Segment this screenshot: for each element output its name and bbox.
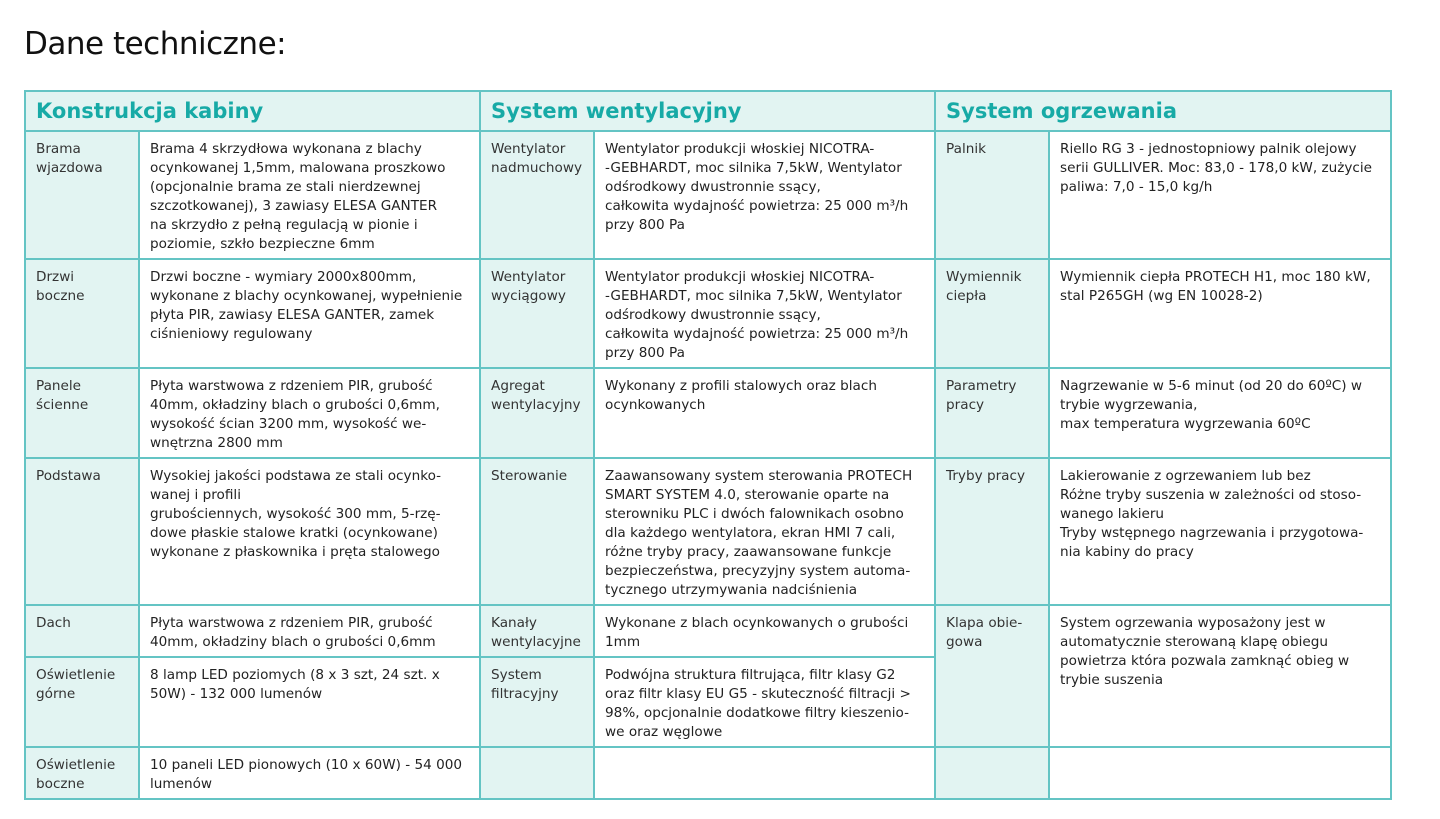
table-row (25, 605, 1391, 657)
header-row (25, 91, 1391, 131)
ventilation-value-empty (594, 747, 935, 799)
construction-label-roof: Dach (25, 605, 139, 657)
construction-label-wall-panels: Panele ścienne (25, 368, 139, 458)
ventilation-label-ducts: Kanały wentylacyjne (480, 605, 594, 657)
ventilation-label-filtration: System filtracyjny (480, 657, 594, 747)
construction-label-side-door: Drzwi boczne (25, 259, 139, 368)
heating-value-burner: Riello RG 3 - jednostopniowy palnik olejowy serii GULLIVER. Moc: 83,0 - 178,0 kW, zużycie paliwa: 7,0 - 15,0 kg/h (1049, 131, 1391, 259)
construction-label-base: Podstawa (25, 458, 139, 605)
construction-value-side-lighting: 10 paneli LED pionowych (10 x 60W) - 54 000 lumenów (139, 747, 480, 799)
construction-value-wall-panels: Płyta warstwowa z rdzeniem PIR, grubość 40mm, okładziny blach o grubości 0,6mm, wysokość ścian 3200 mm, wysokość we- wnętrzna 2800 mm (139, 368, 480, 458)
construction-label-top-lighting: Oświetlenie górne (25, 657, 139, 747)
construction-value-side-door: Drzwi boczne - wymiary 2000x800mm, wykonane z blachy ocynkowanej, wypełnienie płyta PIR, zawiasy ELESA GANTER, zamek ciśnieniowy regulowany (139, 259, 480, 368)
construction-label-side-lighting: Oświetlenie boczne (25, 747, 139, 799)
ventilation-value-control: Zaawansowany system sterowania PROTECH SMART SYSTEM 4.0, sterowanie oparte na sterowniku PLC i dwóch falownikach osobno dla każdego wentylatora, ekran HMI 7 cali, różne tryby pracy, zaawansowane funkcje bezpieczeństwa, precyzyjny system automa- tycznego utrzymywania nadciśnienia (594, 458, 935, 605)
heating-value-modes: Lakierowanie z ogrzewaniem lub bez Różne tryby suszenia w zależności od stoso- wanego lakieru Tryby wstępnego nagrzewania i przygotowa- nia kabiny do pracy (1049, 458, 1391, 605)
construction-label-gate: Brama wjazdowa (25, 131, 139, 259)
heating-label-parameters: Parametry pracy (935, 368, 1049, 458)
table-row (25, 747, 1391, 799)
heating-label-modes: Tryby pracy (935, 458, 1049, 605)
ventilation-label-exhaust-fan: Wentylator wyciągowy (480, 259, 594, 368)
ventilation-value-unit: Wykonany z profili stalowych oraz blach ocynkowanych (594, 368, 935, 458)
header-heating: System ogrzewania (935, 91, 1391, 131)
heating-value-parameters: Nagrzewanie w 5-6 minut (od 20 do 60ºC) w trybie wygrzewania, max temperatura wygrzewania 60ºC (1049, 368, 1391, 458)
construction-value-base: Wysokiej jakości podstawa ze stali ocynko- wanej i profili grubościennych, wysokość 300 mm, 5-rzę- dowe płaskie stalowe kratki (ocynkowane) wykonane z płaskownika i pręta stalowego (139, 458, 480, 605)
ventilation-value-exhaust-fan: Wentylator produkcji włoskiej NICOTRA- -GEBHARDT, moc silnika 7,5kW, Wentylator odśrodkowy dwustronnie ssący, całkowita wydajność powietrza: 25 000 m³/h przy 800 Pa (594, 259, 935, 368)
ventilation-label-control: Sterowanie (480, 458, 594, 605)
table-row (25, 458, 1391, 605)
heating-value-heat-exchanger: Wymiennik ciepła PROTECH H1, moc 180 kW, stal P265GH (wg EN 10028-2) (1049, 259, 1391, 368)
heating-value-damper: System ogrzewania wyposażony jest w automatycznie sterowaną klapę obiegu powietrza która pozwala zamknąć obieg w trybie suszenia (1049, 605, 1391, 747)
ventilation-label-unit: Agregat wentylacyjny (480, 368, 594, 458)
table-row (25, 368, 1391, 458)
ventilation-value-filtration: Podwójna struktura filtrująca, filtr klasy G2 oraz filtr klasy EU G5 - skuteczność filtracji > 98%, opcjonalnie dodatkowe filtry kieszenio- we oraz węglowe (594, 657, 935, 747)
ventilation-label-empty (480, 747, 594, 799)
heating-label-heat-exchanger: Wymiennik ciepła (935, 259, 1049, 368)
heating-label-empty (935, 747, 1049, 799)
heating-label-damper: Klapa obie- gowa (935, 605, 1049, 747)
ventilation-label-supply-fan: Wentylator nadmuchowy (480, 131, 594, 259)
table-row (25, 259, 1391, 368)
table-row (25, 131, 1391, 259)
heating-label-burner: Palnik (935, 131, 1049, 259)
heating-value-empty (1049, 747, 1391, 799)
construction-value-gate: Brama 4 skrzydłowa wykonana z blachy ocynkowanej 1,5mm, malowana proszkowo (opcjonalnie brama ze stali nierdzewnej szczotkowanej), 3 zawiasy ELESA GANTER na skrzydło z pełną regulacją w pionie i poziomie, szkło bezpieczne 6mm (139, 131, 480, 259)
construction-value-top-lighting: 8 lamp LED poziomych (8 x 3 szt, 24 szt. x 50W) - 132 000 lumenów (139, 657, 480, 747)
header-construction: Konstrukcja kabiny (25, 91, 480, 131)
ventilation-value-ducts: Wykonane z blach ocynkowanych o grubości 1mm (594, 605, 935, 657)
header-ventilation: System wentylacyjny (480, 91, 935, 131)
construction-value-roof: Płyta warstwowa z rdzeniem PIR, grubość 40mm, okładziny blach o grubości 0,6mm (139, 605, 480, 657)
ventilation-value-supply-fan: Wentylator produkcji włoskiej NICOTRA- -GEBHARDT, moc silnika 7,5kW, Wentylator odśrodkowy dwustronnie ssący, całkowita wydajność powietrza: 25 000 m³/h przy 800 Pa (594, 131, 935, 259)
page-title: Dane techniczne: (24, 26, 287, 62)
spec-table (24, 90, 1392, 800)
